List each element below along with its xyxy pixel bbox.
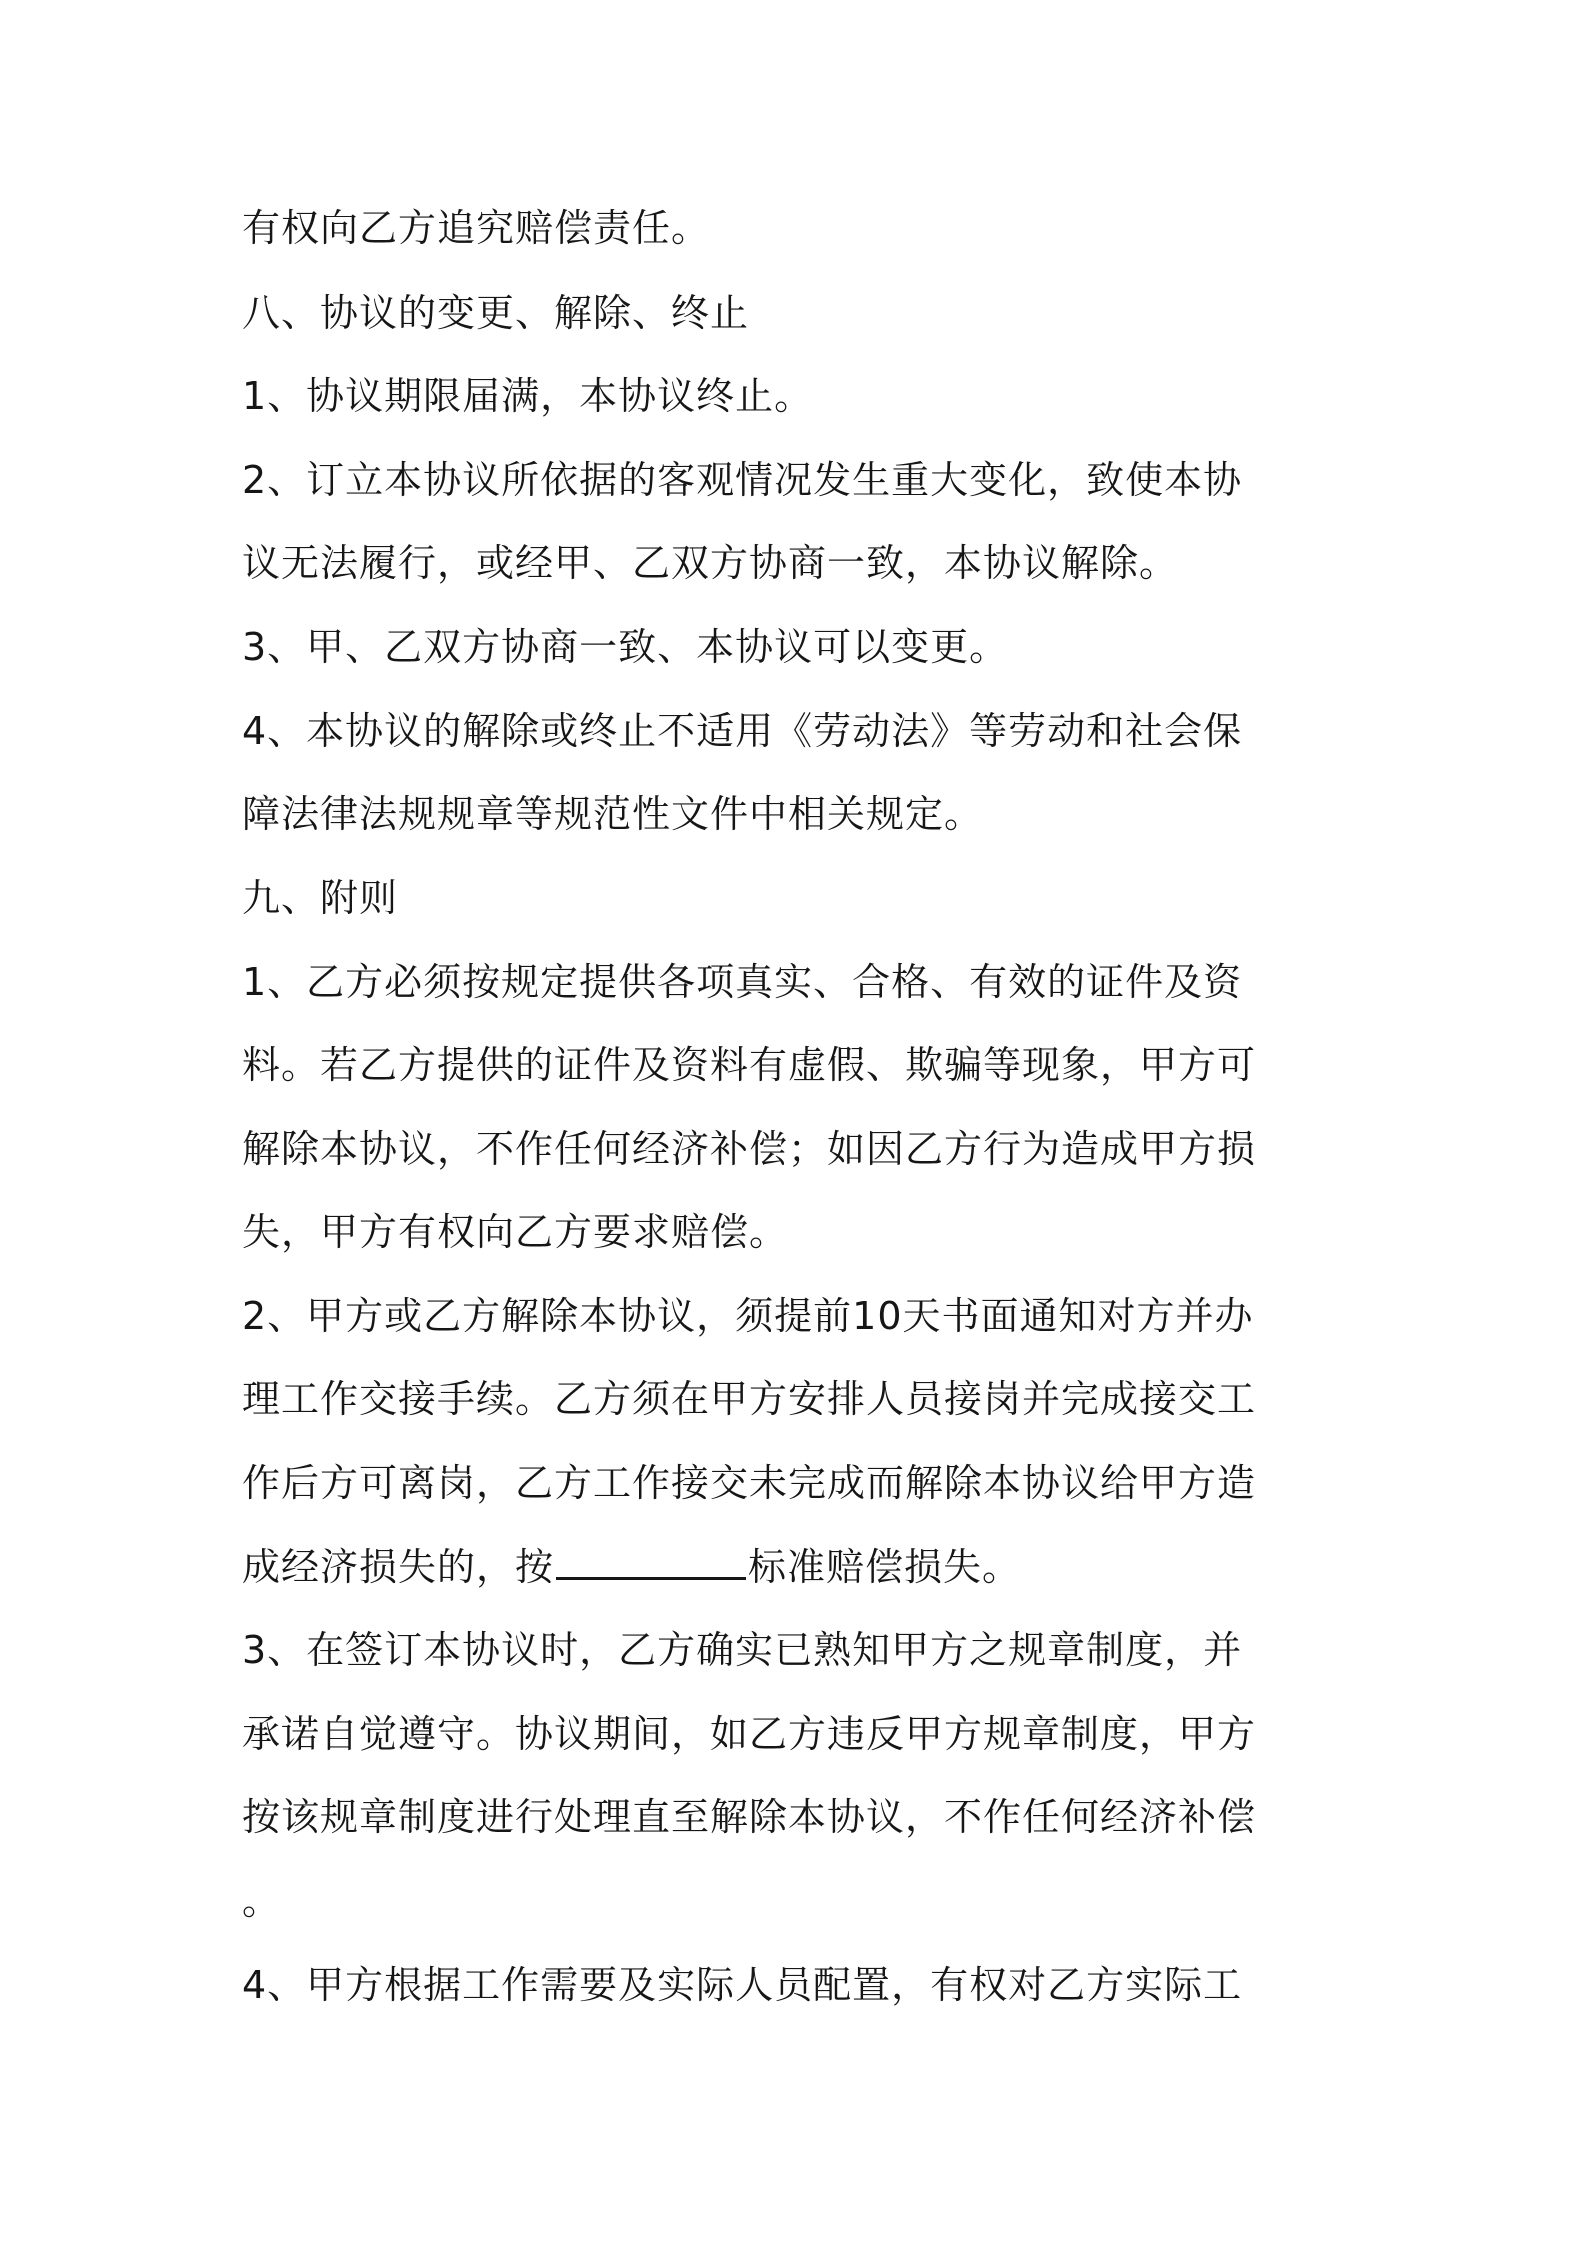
text-line: 4、本协议的解除或终止不适用《劳动法》等劳动和社会保: [242, 709, 1243, 753]
blank-line-prefix: 成经济损失的，按: [242, 1545, 555, 1589]
text-line: 2、甲方或乙方解除本协议，须提前10天书面通知对方并办: [242, 1294, 1254, 1338]
text-line: 失，甲方有权向乙方要求赔偿。: [242, 1210, 789, 1254]
blank-line-suffix: 标准赔偿损失。: [748, 1545, 1022, 1589]
section-heading-8: 八、协议的变更、解除、终止: [242, 291, 750, 335]
text-line: 3、甲、乙双方协商一致、本协议可以变更。: [242, 625, 1009, 669]
text-line: 1、协议期限届满，本协议终止。: [242, 374, 814, 418]
text-line: 障法律法规规章等规范性文件中相关规定。: [242, 792, 984, 836]
text-line: 料。若乙方提供的证件及资料有虚假、欺骗等现象，甲方可: [242, 1043, 1257, 1087]
text-line: 有权向乙方追究赔偿责任。: [242, 206, 711, 250]
text-line: 2、订立本协议所依据的客观情况发生重大变化，致使本协: [242, 458, 1243, 502]
text-line: 按该规章制度进行处理直至解除本协议，不作任何经济补偿: [242, 1795, 1257, 1839]
text-line: 作后方可离岗，乙方工作接交未完成而解除本协议给甲方造: [242, 1461, 1257, 1505]
section-heading-9: 九、附则: [242, 876, 399, 920]
text-line: 解除本协议，不作任何经济补偿；如因乙方行为造成甲方损: [242, 1127, 1257, 1171]
fill-in-blank: [556, 1573, 746, 1580]
text-line: 1、乙方必须按规定提供各项真实、合格、有效的证件及资: [242, 960, 1243, 1004]
text-line: 承诺自觉遵守。协议期间，如乙方违反甲方规章制度，甲方: [242, 1712, 1257, 1756]
text-line: 4、甲方根据工作需要及实际人员配置，有权对乙方实际工: [242, 1963, 1243, 2007]
text-line: 议无法履行，或经甲、乙双方协商一致，本协议解除。: [242, 541, 1179, 585]
text-line: 3、在签订本协议时，乙方确实已熟知甲方之规章制度，并: [242, 1628, 1243, 1672]
text-line-with-blank: [242, 1532, 1362, 1602]
text-line: 。: [242, 1879, 282, 1923]
text-line: 理工作交接手续。乙方须在甲方安排人员接岗并完成接交工: [242, 1377, 1257, 1421]
